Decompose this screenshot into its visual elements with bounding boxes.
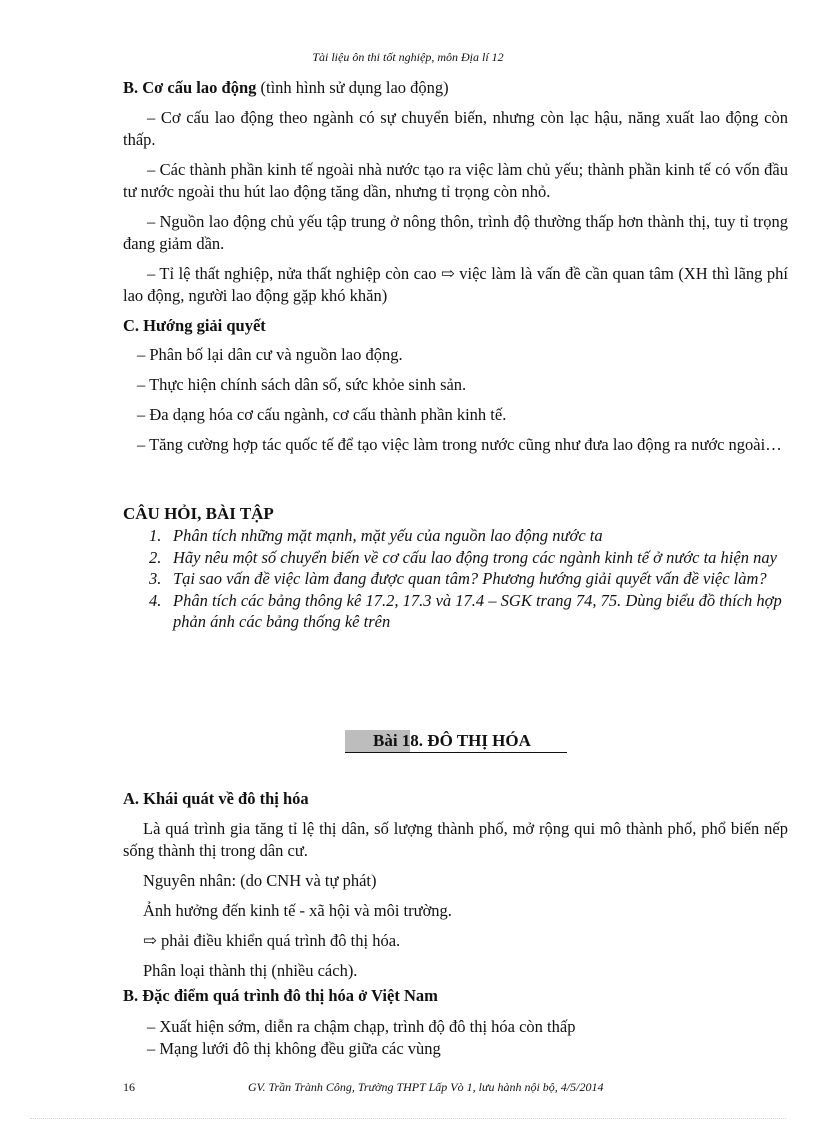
part-b-item: – Xuất hiện sớm, diễn ra chậm chạp, trình độ đô thị hóa còn thấp <box>147 1017 576 1036</box>
question-text: Phân tích các bảng thông kê 17.2, 17.3 và 17.4 – SGK trang 74, 75. Dùng biểu đồ thích hợp phản ánh các bảng thống kê trên <box>173 590 782 631</box>
lesson-title: Bài 18. ĐÔ THỊ HÓA <box>373 731 531 750</box>
section-b-subtitle: (tình hình sử dụng lao động) <box>260 78 449 97</box>
part-a-intro: Là quá trình gia tăng tỉ lệ thị dân, số lượng thành phố, mở rộng qui mô thành phố, phổ biến nếp sống thành thị trong dân cư. <box>123 819 788 860</box>
section-b-item: – Các thành phần kinh tế ngoài nhà nước tạo ra việc làm chủ yếu; thành phần kinh tế có vốn đầu tư nước ngoài thu hút lao động tăng dần, nhưng tỉ trọng còn nhỏ. <box>123 160 788 201</box>
section-c-title: C. Hướng giải quyết <box>123 316 266 335</box>
part-b <box>123 985 788 1060</box>
question-item <box>123 590 788 633</box>
section-b-item: – Cơ cấu lao động theo ngành có sự chuyển biến, nhưng còn lạc hậu, năng xuất lao động còn thấp. <box>123 108 788 149</box>
section-c-item: – Đa dạng hóa cơ cấu ngành, cơ cấu thành phần kinh tế. <box>137 405 507 424</box>
part-b-title: B. Đặc điểm quá trình đô thị hóa ở Việt Nam <box>123 986 438 1005</box>
question-number: 1. <box>149 526 162 545</box>
part-a-line: ⇨ phải điều khiển quá trình đô thị hóa. <box>143 931 401 950</box>
question-text: Phân tích những mặt mạnh, mặt yếu của nguồn lao động nước ta <box>173 526 603 545</box>
footer-info: GV. Trần Trành Công, Trường THPT Lấp Vò 1, lưu hành nội bộ, 4/5/2014 <box>248 1080 604 1094</box>
question-text: Tại sao vấn đề việc làm đang được quan tâm? Phương hướng giải quyết vấn đề việc làm? <box>173 569 767 588</box>
section-b-heading <box>123 77 788 99</box>
section-c-item: – Tăng cường hợp tác quốc tế để tạo việc làm trong nước cũng như đưa lao động ra nước ngoài… <box>137 435 782 454</box>
part-a-line: Nguyên nhân: (do CNH và tự phát) <box>143 871 377 890</box>
part-b-item: – Mạng lưới đô thị không đều giữa các vùng <box>147 1039 441 1058</box>
lesson-title-box <box>345 730 567 753</box>
section-c-item: – Phân bố lại dân cư và nguồn lao động. <box>137 345 403 364</box>
question-text: Hãy nêu một số chuyển biến về cơ cấu lao động trong các ngành kinh tế ở nước ta hiện nay <box>173 547 777 567</box>
page-number: 16 <box>123 1080 135 1094</box>
section-b <box>123 77 788 307</box>
section-b-item: – Nguồn lao động chủ yếu tập trung ở nông thôn, trình độ thường thấp hơn thành thị, tuy tỉ trọng đang giảm dần. <box>123 212 788 253</box>
questions-list <box>123 525 788 633</box>
question-item <box>123 525 788 547</box>
footer-rule <box>30 1118 786 1119</box>
question-item <box>123 568 788 590</box>
questions-section <box>123 503 788 633</box>
part-a <box>123 788 788 982</box>
question-number: 4. <box>149 590 162 610</box>
questions-title: CÂU HỎI, BÀI TẬP <box>123 504 274 523</box>
part-a-title: A. Khái quát về đô thị hóa <box>123 789 309 808</box>
page-header: Tài liệu ôn thi tốt nghiệp, môn Địa lí 12 <box>312 50 504 64</box>
section-b-item: – Tỉ lệ thất nghiệp, nửa thất nghiệp còn cao ⇨ việc làm là vấn đề cần quan tâm (XH thì lãng phí lao động, người lao động gặp khó khăn) <box>123 264 788 305</box>
part-a-line: Phân loại thành thị (nhiều cách). <box>143 961 358 980</box>
section-c <box>123 315 788 456</box>
question-item <box>123 547 788 569</box>
question-number: 2. <box>149 547 162 567</box>
section-c-item: – Thực hiện chính sách dân số, sức khỏe sinh sản. <box>137 375 467 394</box>
section-b-title: B. Cơ cấu lao động <box>123 78 257 97</box>
part-a-line: Ảnh hưởng đến kinh tế - xã hội và môi trường. <box>143 901 452 920</box>
question-number: 3. <box>149 569 162 588</box>
